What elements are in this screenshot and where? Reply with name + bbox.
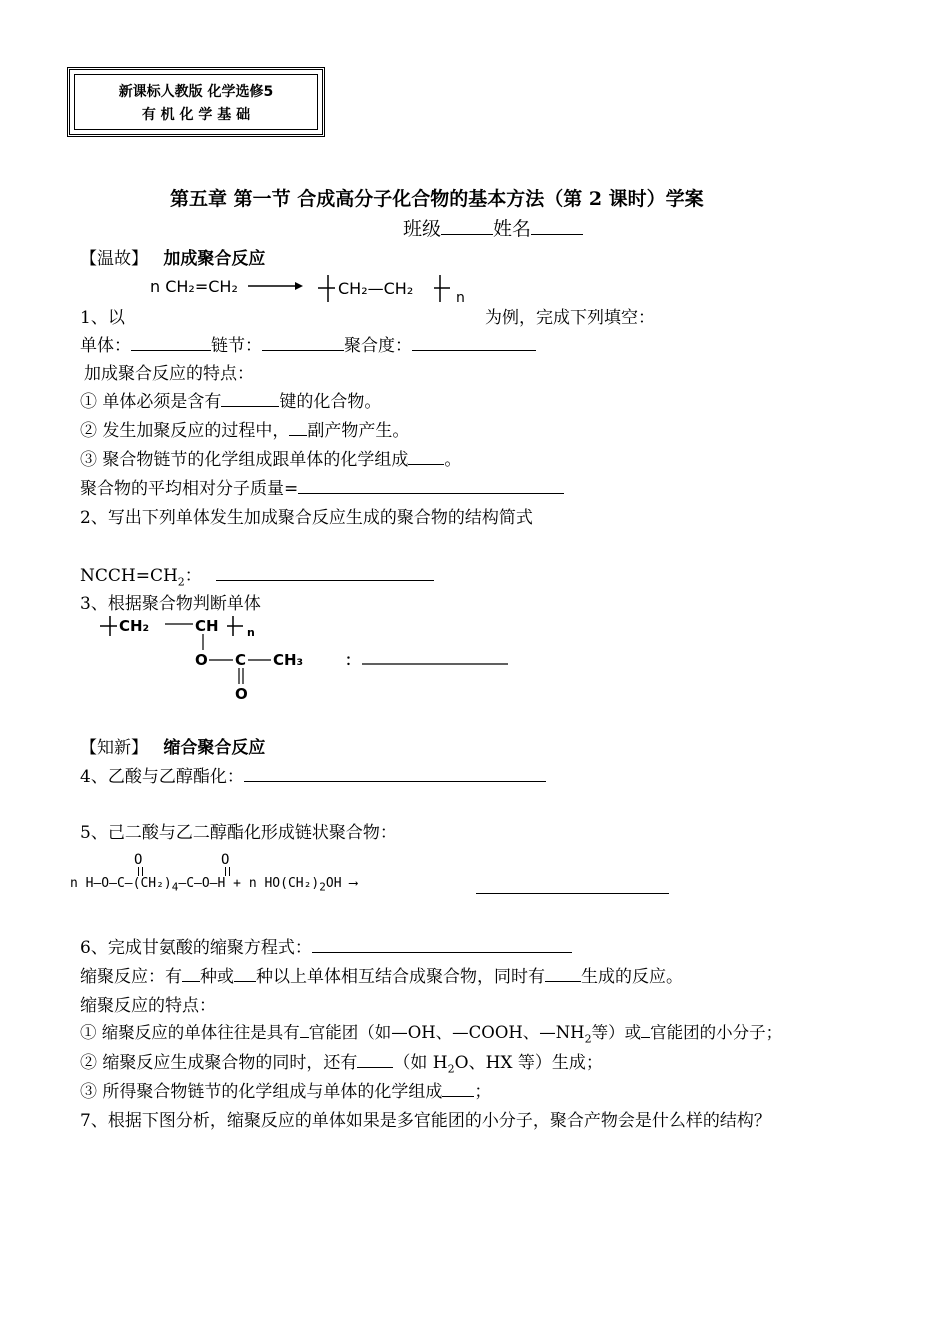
q1-blanks-row xyxy=(80,331,536,356)
q2-blank[interactable] xyxy=(216,566,434,581)
link-label: 链节： xyxy=(211,336,262,356)
feature-3-text-end: 。 xyxy=(444,450,462,470)
carbonyl-o-2: O xyxy=(221,852,230,868)
cf2-text-a: ② 缩聚反应生成聚合物的同时，还有 xyxy=(80,1053,358,1073)
condensation-features-label: 缩聚反应的特点： xyxy=(80,996,216,1016)
feature-2-text-end: 副产物产生。 xyxy=(307,421,410,441)
q6-text: 6、完成甘氨酸的缩聚方程式： xyxy=(80,938,312,958)
q3-colon: ： xyxy=(345,651,361,669)
product-unit-text: CH₂—CH₂ xyxy=(338,279,414,298)
q2-row xyxy=(80,561,434,588)
eq-sub-2: 2 xyxy=(319,880,326,894)
feature-2-text: ② 发生加聚反应的过程中， xyxy=(80,421,290,441)
q1-suffix: 为例，完成下列填空： xyxy=(485,308,655,328)
q6-blank[interactable] xyxy=(312,938,572,953)
def-text-a: 缩聚反应：有 xyxy=(80,967,182,987)
chain-n: n xyxy=(247,626,255,639)
avg-mass-row xyxy=(80,474,564,499)
degree-blank[interactable] xyxy=(412,336,536,351)
ch2-label: CH₂ xyxy=(119,617,150,635)
name-label: 姓名 xyxy=(493,218,532,240)
q6-row xyxy=(80,933,572,958)
q4-blank[interactable] xyxy=(244,767,546,782)
feature-1-text: ① 单体必须是含有 xyxy=(80,392,222,412)
section-review-heading: 加成聚合反应 xyxy=(163,249,266,269)
carbonyl-bond-1b xyxy=(142,867,144,876)
section-new-heading: 缩合聚合反应 xyxy=(163,738,266,758)
q2-text: 2、写出下列单体发生加成聚合反应生成的聚合物的结构简式 xyxy=(80,508,533,528)
cf1-text-a: ① 缩聚反应的单体往往是具有 xyxy=(80,1023,300,1042)
addition-feature-1 xyxy=(80,387,381,412)
avg-mass-label: 聚合物的平均相对分子质量= xyxy=(80,479,299,499)
cf2-sub: 2 xyxy=(447,1062,455,1076)
eq-sub-1: 4 xyxy=(171,880,179,894)
cf1-sub: 2 xyxy=(584,1032,592,1046)
degree-n: n xyxy=(456,290,465,306)
cf1-text-c: 等）或 xyxy=(591,1023,642,1042)
reactant-text: n CH₂=CH₂ xyxy=(150,277,238,296)
o-label: O xyxy=(195,651,208,669)
cf2-text-c: O、HX 等）生成； xyxy=(454,1053,603,1073)
q2-monomer: NCCH=CH xyxy=(80,566,178,586)
addition-feature-2 xyxy=(80,416,409,441)
feature-3-blank[interactable] xyxy=(408,450,444,465)
def-blank-1[interactable] xyxy=(182,967,200,982)
condensation-feature-3 xyxy=(80,1077,491,1102)
section-new xyxy=(80,733,265,758)
cf2-blank[interactable] xyxy=(357,1053,393,1068)
feature-2-blank[interactable] xyxy=(289,421,307,436)
feature-1-text-end: 键的化合物。 xyxy=(279,392,382,412)
condensation-feature-1 xyxy=(80,1019,782,1045)
c-label: C xyxy=(235,651,247,669)
q1-prefix: 1、以 xyxy=(80,308,125,328)
ch3-label: CH₃ xyxy=(273,651,304,669)
condensation-definition xyxy=(80,962,683,987)
cf1-text-d: 官能团的小分子； xyxy=(650,1023,783,1042)
feature-1-blank[interactable] xyxy=(221,392,279,407)
polyvinyl-acetate-structure xyxy=(95,612,515,704)
polyethylene-reaction xyxy=(150,270,480,310)
cf3-text-b: ； xyxy=(474,1082,492,1102)
addition-features-label: 加成聚合反应的特点： xyxy=(84,364,254,384)
header-line-1: 新课标人教版 化学选修5 xyxy=(118,84,274,100)
q5-text: 5、己二酸与乙二醇酯化形成链状聚合物： xyxy=(80,823,397,843)
monomer-label: 单体： xyxy=(80,336,131,356)
condensation-feature-2 xyxy=(80,1048,603,1075)
section-new-bracket: 【知新】 xyxy=(80,738,148,758)
monomer-blank[interactable] xyxy=(131,336,211,351)
section-review-bracket: 【温故】 xyxy=(80,249,148,269)
cf1-blank-1[interactable] xyxy=(300,1023,309,1038)
def-text-b: 种或 xyxy=(200,967,234,987)
cf3-blank[interactable] xyxy=(442,1082,474,1097)
def-blank-3[interactable] xyxy=(545,967,581,982)
o2-label: O xyxy=(235,685,248,703)
class-name-row xyxy=(403,214,583,241)
avg-mass-blank[interactable] xyxy=(298,479,564,494)
carbonyl-o-1: O xyxy=(134,852,143,868)
section-review xyxy=(80,244,265,269)
cf1-text-b: 官能团（如—OH、—COOH、—NH xyxy=(308,1023,585,1042)
eq-part-c: OH ⟶ xyxy=(325,876,358,891)
cf2-text-b: （如 H xyxy=(393,1053,448,1073)
arrow-icon xyxy=(295,282,303,290)
header-box xyxy=(67,67,325,137)
class-label: 班级 xyxy=(403,218,442,240)
q4-text: 4、乙酸与乙醇酯化： xyxy=(80,767,244,787)
carbonyl-bond-1a xyxy=(138,867,140,876)
def-text-d: 生成的反应。 xyxy=(581,967,683,987)
cf3-text-a: ③ 所得聚合物链节的化学组成与单体的化学组成 xyxy=(80,1082,443,1102)
q5-blank[interactable] xyxy=(476,893,669,894)
eq-part-a: n H—O—C—(CH₂) xyxy=(70,876,172,891)
q7-text: 7、根据下图分析，缩聚反应的单体如果是多官能团的小分子，聚合产物会是什么样的结构？ xyxy=(80,1111,771,1131)
cf1-blank-2[interactable] xyxy=(641,1023,650,1038)
page-title: 第五章 第一节 合成高分子化合物的基本方法（第 2 课时）学案 xyxy=(170,188,704,210)
class-blank[interactable] xyxy=(441,220,493,235)
eq-part-b: —C—O—H + n HO(CH₂) xyxy=(178,876,320,891)
degree-label: 聚合度： xyxy=(344,336,412,356)
header-line-2: 有 机 化 学 基 础 xyxy=(141,107,251,123)
addition-feature-3 xyxy=(80,445,461,470)
carbonyl-bond-2b xyxy=(229,867,231,876)
q2-monomer-sub: 2 xyxy=(177,575,185,589)
def-blank-2[interactable] xyxy=(234,967,256,982)
ch-label: CH xyxy=(195,617,219,635)
feature-3-text: ③ 聚合物链节的化学组成跟单体的化学组成 xyxy=(80,450,409,470)
carbonyl-bond-2a xyxy=(225,867,227,876)
def-text-c: 种以上单体相互结合成聚合物，同时有 xyxy=(256,967,545,987)
name-blank[interactable] xyxy=(531,220,583,235)
adipic-equation xyxy=(70,876,357,894)
q2-colon: ： xyxy=(184,566,202,586)
q3-text: 3、根据聚合物判断单体 xyxy=(80,594,261,614)
q4-row xyxy=(80,762,546,787)
link-blank[interactable] xyxy=(262,336,344,351)
